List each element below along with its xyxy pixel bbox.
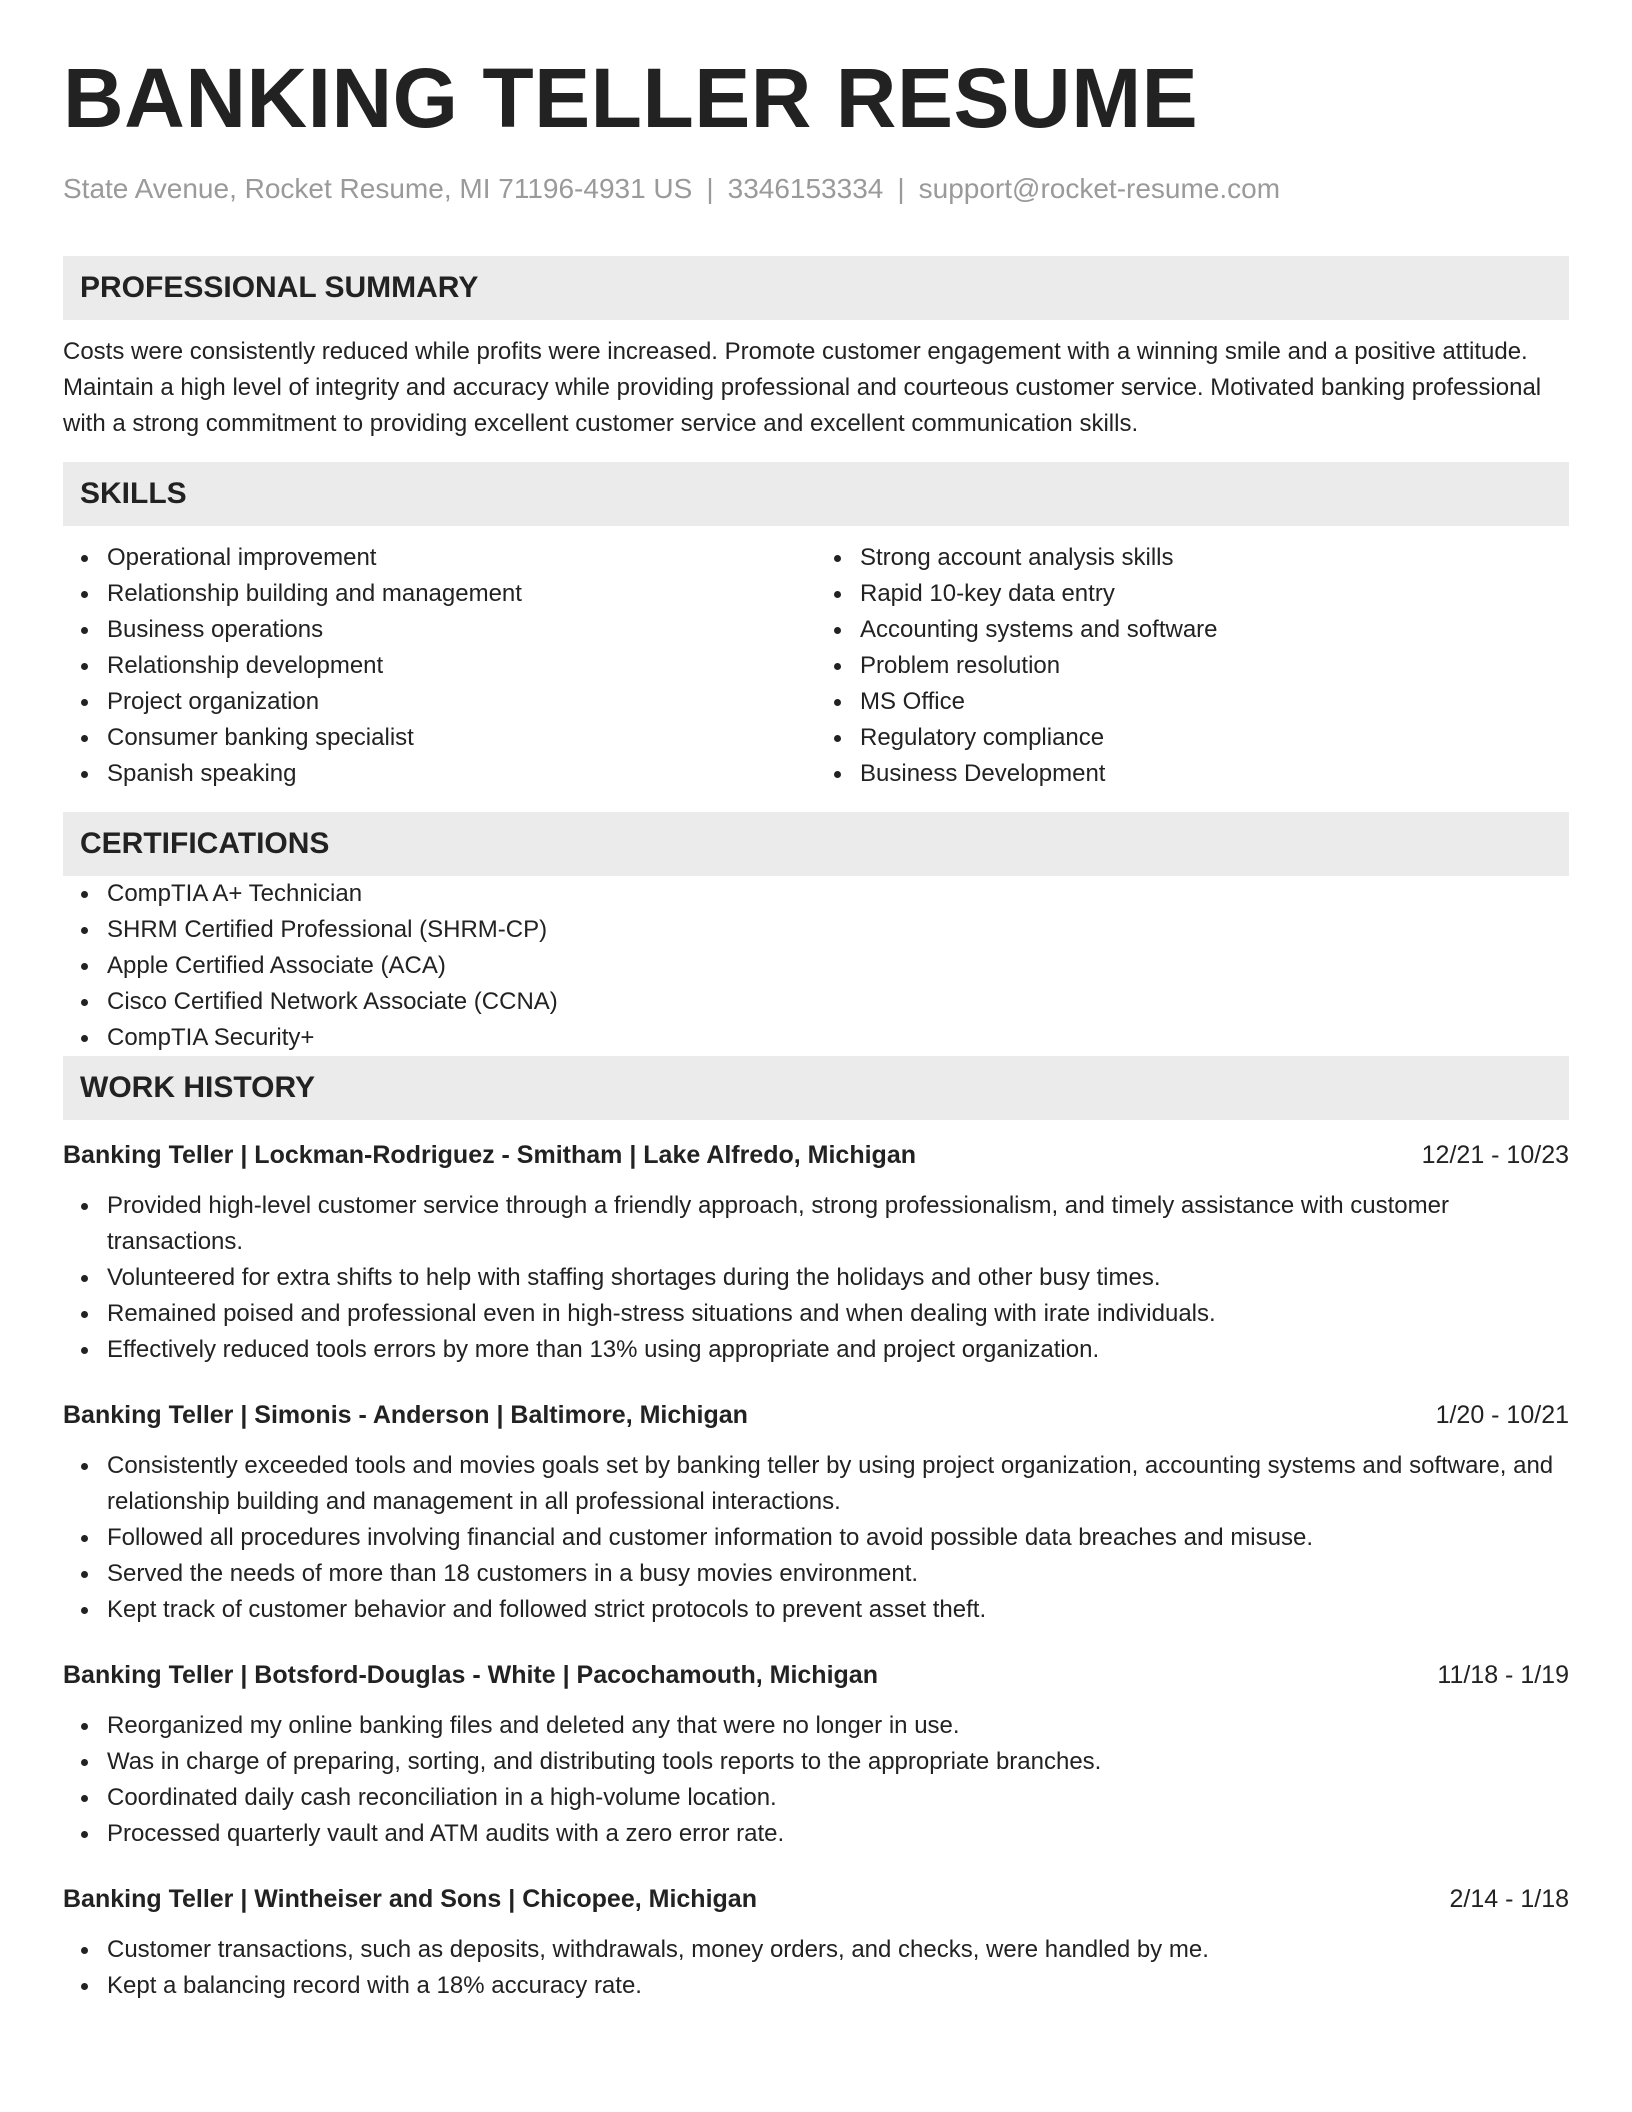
job-bullet: Reorganized my online banking files and deleted any that were no longer in use. (63, 1708, 1569, 1744)
job-bullet: Served the needs of more than 18 customers in a busy movies environment. (63, 1556, 1569, 1592)
contact-email: support@rocket-resume.com (918, 173, 1281, 204)
job-title: Banking Teller | Wintheiser and Sons | Chicopee, Michigan (63, 1884, 757, 1913)
certification-item: CompTIA A+ Technician (63, 876, 1569, 912)
skills-column-right (816, 540, 1569, 792)
resume-title: BANKING TELLER RESUME (63, 51, 1199, 145)
job-bullet: Kept track of customer behavior and followed strict protocols to prevent asset theft. (63, 1592, 1569, 1628)
job-header (63, 1658, 1569, 1692)
skills-column-left (63, 540, 816, 792)
job-bullets (63, 1932, 1569, 2004)
job-dates: 11/18 - 1/19 (1437, 1660, 1569, 1689)
job-bullet: Volunteered for extra shifts to help with staffing shortages during the holidays and other busy times. (63, 1260, 1569, 1296)
certifications-list (63, 876, 1569, 1056)
skill-item: Regulatory compliance (816, 720, 1569, 756)
job-bullet: Kept a balancing record with a 18% accuracy rate. (63, 1968, 1569, 2004)
job-title: Banking Teller | Lockman-Rodriguez - Smitham | Lake Alfredo, Michigan (63, 1140, 917, 1169)
job-title: Banking Teller | Simonis - Anderson | Baltimore, Michigan (63, 1400, 748, 1429)
job-bullet: Coordinated daily cash reconciliation in a high-volume location. (63, 1780, 1569, 1816)
job-bullet: Processed quarterly vault and ATM audits with a zero error rate. (63, 1816, 1569, 1852)
job-dates: 1/20 - 10/21 (1435, 1400, 1569, 1429)
job-bullet: Effectively reduced tools errors by more than 13% using appropriate and project organization. (63, 1332, 1569, 1368)
contact-address: State Avenue, Rocket Resume, MI 71196-4931 US (63, 173, 693, 204)
job-bullet: Was in charge of preparing, sorting, and distributing tools reports to the appropriate branches. (63, 1744, 1569, 1780)
skill-item: Business Development (816, 756, 1569, 792)
skill-item: Accounting systems and software (816, 612, 1569, 648)
job-bullet: Consistently exceeded tools and movies goals set by banking teller by using project organization, accounting systems and software, and relationship building and management in all professional interactions. (63, 1448, 1569, 1520)
skills-list-left (63, 540, 816, 792)
job-bullet: Provided high-level customer service through a friendly approach, strong professionalism, and timely assistance with customer transactions. (63, 1188, 1569, 1260)
job-entry (63, 1138, 1569, 1368)
summary-text: Costs were consistently reduced while profits were increased. Promote customer engagement with a winning smile and a positive attitude. Maintain a high level of integrity and accuracy while providing professional and courteous customer service. Motivated banking professional with a strong commitment to providing excellent customer service and excellent communication skills. (63, 337, 1542, 437)
section-header-summary: PROFESSIONAL SUMMARY (63, 256, 1569, 320)
job-bullet: Remained poised and professional even in high-stress situations and when dealing with irate individuals. (63, 1296, 1569, 1332)
skill-item: Relationship development (63, 648, 816, 684)
contact-phone: 3346153334 (727, 173, 884, 204)
job-entry (63, 1658, 1569, 1852)
job-title: Banking Teller | Botsford-Douglas - White | Pacochamouth, Michigan (63, 1660, 878, 1689)
job-bullets (63, 1448, 1569, 1628)
certification-item: Apple Certified Associate (ACA) (63, 948, 1569, 984)
job-bullet: Customer transactions, such as deposits, withdrawals, money orders, and checks, were handled by me. (63, 1932, 1569, 1968)
job-bullets (63, 1708, 1569, 1852)
job-header (63, 1882, 1569, 1916)
section-header-work-history: WORK HISTORY (63, 1056, 1569, 1120)
skill-item: Strong account analysis skills (816, 540, 1569, 576)
job-entry (63, 1398, 1569, 1628)
contact-separator: | (897, 173, 905, 204)
skills-list-right (816, 540, 1569, 792)
skills-grid (63, 540, 1569, 792)
skill-item: Business operations (63, 612, 816, 648)
skill-item: Problem resolution (816, 648, 1569, 684)
skill-item: Rapid 10-key data entry (816, 576, 1569, 612)
skill-item: MS Office (816, 684, 1569, 720)
section-header-certifications: CERTIFICATIONS (63, 812, 1569, 876)
job-dates: 2/14 - 1/18 (1449, 1884, 1569, 1913)
section-header-skills: SKILLS (63, 462, 1569, 526)
skill-item: Project organization (63, 684, 816, 720)
job-bullet: Followed all procedures involving financial and customer information to avoid possible data breaches and misuse. (63, 1520, 1569, 1556)
skill-item: Relationship building and management (63, 576, 816, 612)
job-dates: 12/21 - 10/23 (1421, 1140, 1569, 1169)
skill-item: Operational improvement (63, 540, 816, 576)
job-entry (63, 1882, 1569, 2004)
skill-item: Consumer banking specialist (63, 720, 816, 756)
certification-item: Cisco Certified Network Associate (CCNA) (63, 984, 1569, 1020)
job-header (63, 1398, 1569, 1432)
contact-line (63, 172, 1569, 206)
job-bullets (63, 1188, 1569, 1368)
skill-item: Spanish speaking (63, 756, 816, 792)
certification-item: CompTIA Security+ (63, 1020, 1569, 1056)
certification-item: SHRM Certified Professional (SHRM-CP) (63, 912, 1569, 948)
contact-separator: | (706, 173, 714, 204)
job-header (63, 1138, 1569, 1172)
